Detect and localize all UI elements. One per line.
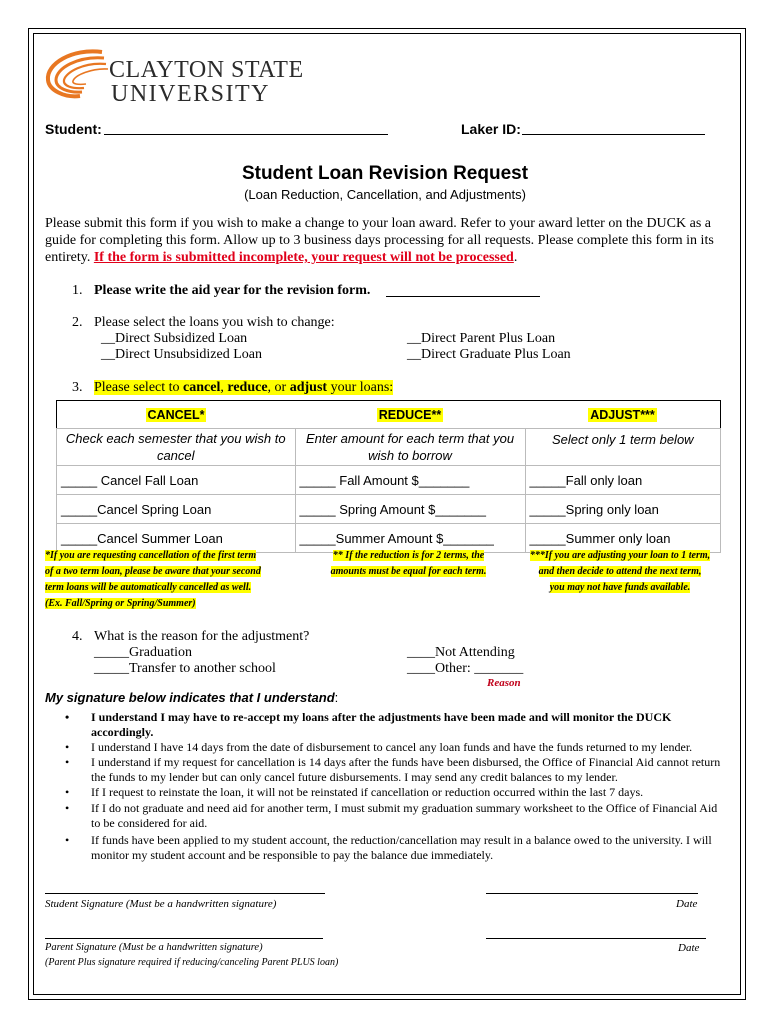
q2-text: Please select the loans you wish to change:	[94, 315, 335, 330]
q1-text: Please write the aid year for the revision form.	[94, 283, 371, 298]
option-graduate-plus[interactable]: __Direct Graduate Plus Loan	[407, 347, 571, 362]
q1-number: 1.	[72, 283, 83, 298]
intro-end: .	[513, 250, 518, 265]
reduce-note: ** If the reduction is for 2 terms, the amounts must be equal for each term.	[330, 550, 487, 577]
instruction-cancel: Check each semester that you wish to cancel	[57, 429, 296, 466]
aid-year-field[interactable]	[386, 296, 540, 297]
page-title: Student Loan Revision Request	[241, 163, 529, 184]
cancel-spring-option[interactable]: _____Cancel Spring Loan	[57, 495, 296, 524]
reduce-fall-amount[interactable]: _____ Fall Amount $_______	[295, 466, 525, 495]
q3-text: Please select to cancel, reduce, or adjust your loans:	[94, 380, 394, 395]
reason-other[interactable]: ____Other: _______	[407, 661, 524, 676]
understand-heading: My signature below indicates that I understand:	[45, 690, 339, 705]
table-header-row	[57, 401, 721, 429]
student-signature-label: Student Signature (Must be a handwritten signature)	[45, 898, 277, 910]
option-direct-unsubsidized[interactable]: __Direct Unsubsidized Loan	[101, 347, 262, 362]
q4-number: 4.	[72, 629, 83, 644]
reason-not-attending[interactable]: ____Not Attending	[407, 645, 515, 660]
list-item: • I understand I may have to re-accept my loans after the adjustments have been made and will monitor the DUCK accordingly.	[65, 710, 672, 739]
parent-signature-label: Parent Signature (Must be a handwritten signature)	[45, 942, 263, 953]
table-row	[57, 466, 721, 495]
cancel-fall-option[interactable]: _____ Cancel Fall Loan	[57, 466, 296, 495]
parent-plus-note: (Parent Plus signature required if reducing/canceling Parent PLUS loan)	[45, 957, 339, 968]
loan-change-table	[56, 400, 721, 553]
instruction-reduce: Enter amount for each term that you wish to borrow	[295, 429, 525, 466]
list-item: • I understand if my request for cancellation is 14 days after the funds have been disbursed, the Office of Financial Aid cannot return the funds to my lender but can only cancel future disbursements. I may send any credit balances to my lender.	[65, 755, 721, 784]
q2-number: 2.	[72, 315, 83, 330]
header-cancel: CANCEL*	[147, 407, 205, 422]
incomplete-warning: If the form is submitted incomplete, your request will not be processed	[93, 250, 514, 265]
student-label: Student:	[45, 121, 102, 137]
university-logo	[109, 58, 304, 106]
student-name-field[interactable]	[104, 134, 388, 135]
list-item: • If funds have been applied to my student account, the reduction/cancellation may result in a balance owed to the university. I will monitor my student account and be responsible to pay the balance due immediately.	[65, 833, 712, 862]
adjust-summer-only[interactable]: _____Summer only loan	[525, 524, 721, 553]
logo-line-2: UNIVERSITY	[111, 81, 270, 107]
cancel-note: *If you are requesting cancellation of the first term of a two term loan, please be aware that your second term loans will be automatically cancelled as well. (Ex. Fall/Spring or Spring/Summer)	[45, 550, 261, 609]
instruction-adjust: Select only 1 term below	[525, 429, 721, 466]
reason-transfer[interactable]: _____Transfer to another school	[94, 661, 276, 676]
cancel-summer-option[interactable]: _____Cancel Summer Loan	[57, 524, 296, 553]
header-adjust: ADJUST***	[590, 407, 655, 422]
instruction-row	[57, 429, 721, 466]
list-item: • If I do not graduate and need aid for another term, I must submit my graduation summary worksheet to the Office of Financial Aid to be considered for aid.	[65, 801, 718, 830]
reduce-spring-amount[interactable]: _____ Spring Amount $_______	[295, 495, 525, 524]
reduce-summer-amount[interactable]: _____Summer Amount $_______	[295, 524, 525, 553]
q4-text: What is the reason for the adjustment?	[94, 629, 310, 644]
intro-text: Please submit this form if you wish to make a change to your loan award. Refer to your award letter on the DUCK as a guide for completing this form. Allow up to 3 business days processing for all requests. Please complete this form in its entirety.	[45, 216, 714, 265]
logo-line-1: CLAYTON STATE	[109, 57, 304, 83]
adjust-spring-only[interactable]: _____Spring only loan	[525, 495, 721, 524]
page-subtitle: (Loan Reduction, Cancellation, and Adjustments)	[244, 187, 526, 202]
adjust-note: ***If you are adjusting your loan to 1 term, and then decide to attend the next term, you may not have funds available.	[529, 550, 711, 593]
reason-caption: Reason	[487, 677, 521, 689]
parent-date-line[interactable]	[486, 938, 706, 939]
option-direct-subsidized[interactable]: __Direct Subsidized Loan	[101, 331, 248, 346]
table-row	[57, 495, 721, 524]
list-item: • If I request to reinstate the loan, it will not be reinstated if cancellation or reduction occurred within the last 7 days.	[65, 785, 644, 799]
reason-graduation[interactable]: _____Graduation	[94, 645, 192, 660]
laker-id-field[interactable]	[522, 134, 705, 135]
intro-paragraph	[45, 215, 715, 266]
adjust-fall-only[interactable]: _____Fall only loan	[525, 466, 721, 495]
list-item: • I understand I have 14 days from the date of disbursement to cancel any loan funds and have the funds returned to my lender.	[65, 740, 693, 754]
option-parent-plus[interactable]: __Direct Parent Plus Loan	[407, 331, 556, 346]
university-logo-swoosh-icon	[42, 46, 112, 102]
laker-id-label: Laker ID:	[461, 121, 521, 137]
student-date-line[interactable]	[486, 893, 698, 894]
header-reduce: REDUCE**	[378, 407, 442, 422]
q3-number: 3.	[72, 380, 83, 395]
parent-signature-line[interactable]	[45, 938, 323, 939]
student-date-label: Date	[676, 898, 698, 910]
parent-date-label: Date	[678, 942, 700, 954]
student-signature-line[interactable]	[45, 893, 325, 894]
